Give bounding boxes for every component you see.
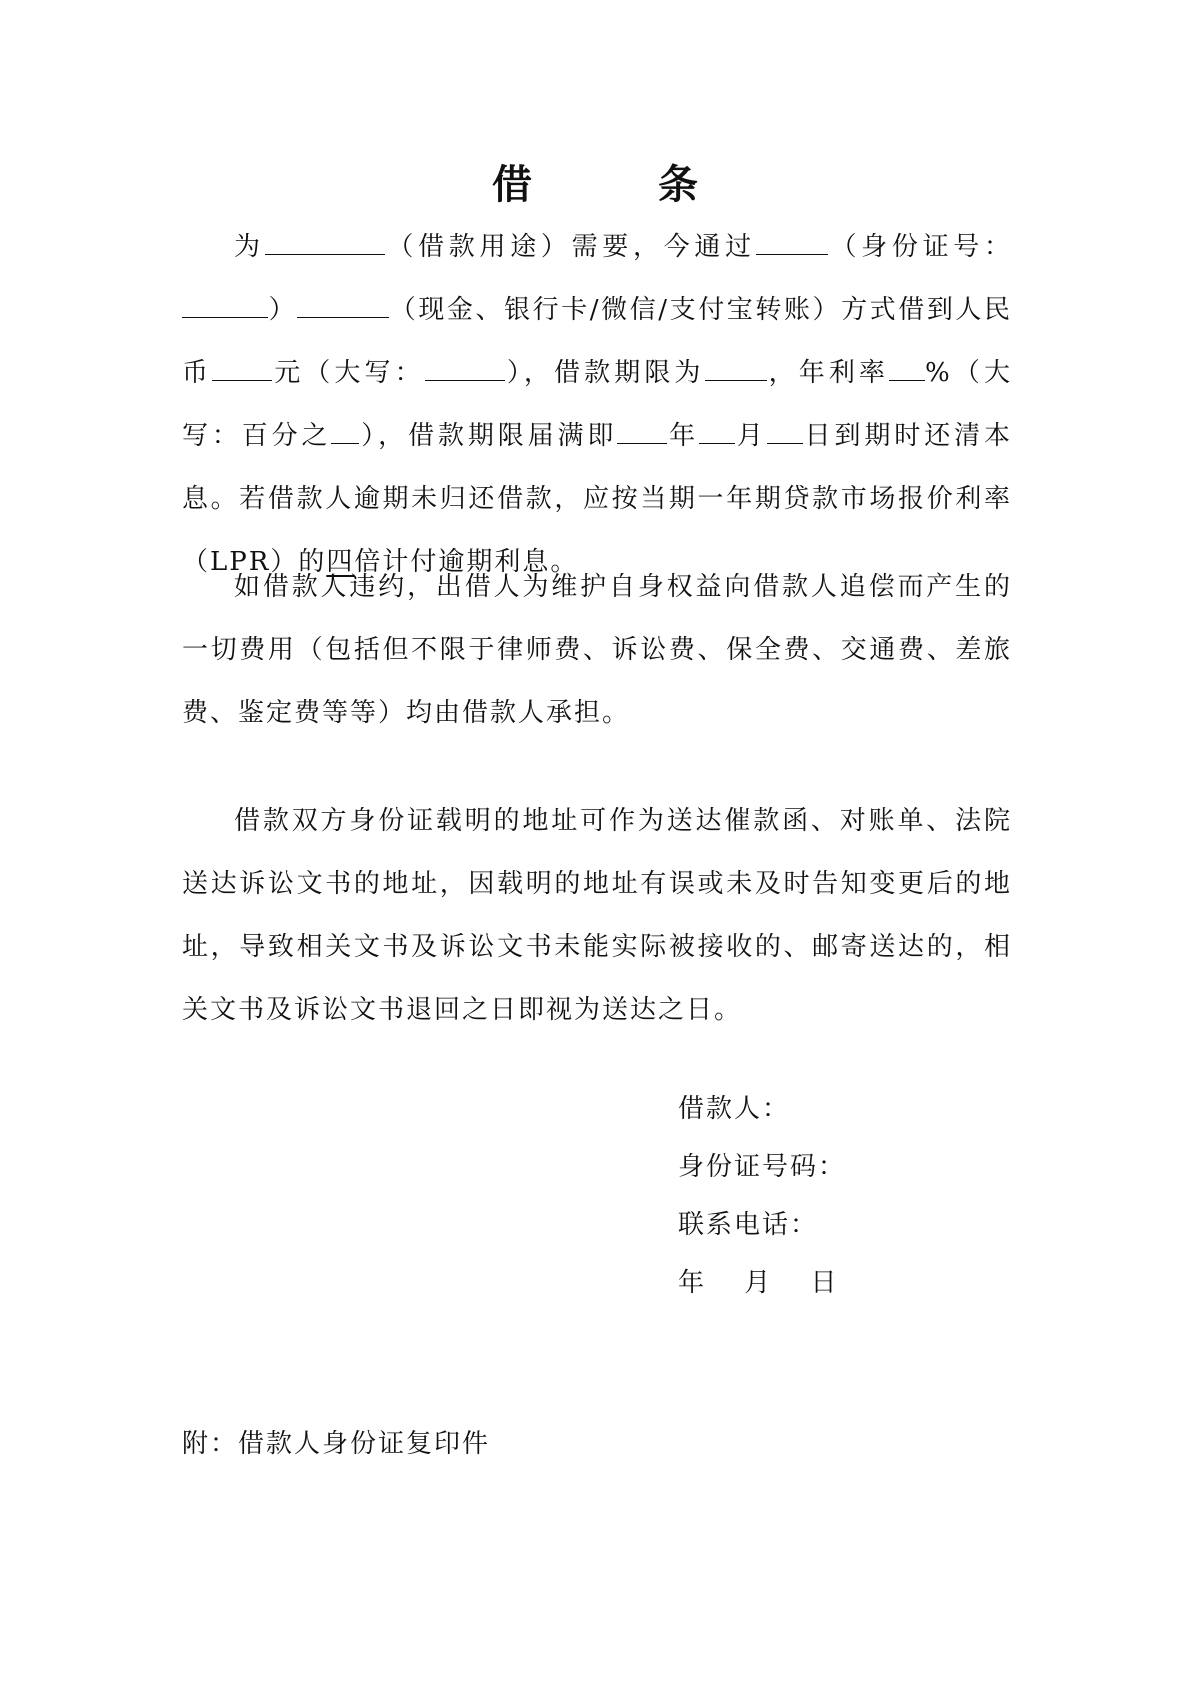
document-title: 借 条 — [492, 162, 754, 208]
text-segment: （身份证号： — [827, 232, 1012, 262]
amount-uppercase-blank — [425, 358, 505, 381]
due-day-blank — [767, 421, 803, 444]
borrower-label: 借款人： — [678, 1094, 791, 1124]
lender-blank — [756, 232, 828, 255]
text-segment: 元（大写： — [272, 358, 425, 388]
term-blank — [705, 358, 767, 381]
phone-label: 联系电话： — [678, 1210, 819, 1240]
paragraph-loan-terms — [182, 216, 1012, 594]
multiplier-underlined: 四 — [326, 547, 355, 577]
rate-uppercase-blank — [331, 421, 359, 444]
text-segment: 年 — [667, 421, 700, 451]
method-blank — [297, 295, 389, 318]
text-segment: 日到期时还清本息。若借款人逾期未归还借款，应按当期一年期贷款市场报价利率（LPR）的 — [182, 421, 1012, 577]
attachment-note: 附：借款人身份证复印件 — [182, 1429, 491, 1459]
due-month-blank — [699, 421, 735, 444]
text-segment: ，年利率 — [766, 358, 890, 388]
due-year-blank — [617, 421, 667, 444]
id-number-label: 身份证号码： — [678, 1152, 847, 1182]
purpose-blank — [265, 232, 385, 255]
amount-blank — [212, 358, 272, 381]
sign-date-label: 年 月 日 — [678, 1268, 839, 1298]
text-segment: 倍计付逾期利息。 — [354, 547, 579, 577]
paragraph-breach-costs: 如借款人违约，出借人为维护自身权益向借款人追偿而产生的一切费用（包括但不限于律师费、诉讼费、保全费、交通费、差旅费、鉴定费等等）均由借款人承担。 — [182, 572, 1012, 728]
text-segment: %（大写：百分之 — [182, 358, 1012, 451]
text-segment: 月 — [735, 421, 767, 451]
text-segment: ），借款期限为 — [504, 358, 705, 388]
text-segment: （借款用途）需要，今通过 — [384, 232, 756, 262]
paragraph-service-address: 借款双方身份证载明的地址可作为送达催款函、对账单、法院送达诉讼文书的地址，因载明的地址有误或未及时告知变更后的地址，导致相关文书及诉讼文书未能实际被接收的、邮寄送达的，相关文书及诉讼文书退回之日即视为送达之日。 — [182, 806, 1012, 1025]
text-segment: ），借款期限届满即 — [359, 421, 618, 451]
text-segment: （现金、银行卡/微信/支付宝转账）方式借到人民币 — [182, 295, 1012, 388]
text-segment: ） — [268, 295, 298, 325]
rate-blank — [889, 358, 925, 381]
text-segment: 为 — [234, 232, 265, 262]
id-number-blank — [182, 295, 268, 318]
